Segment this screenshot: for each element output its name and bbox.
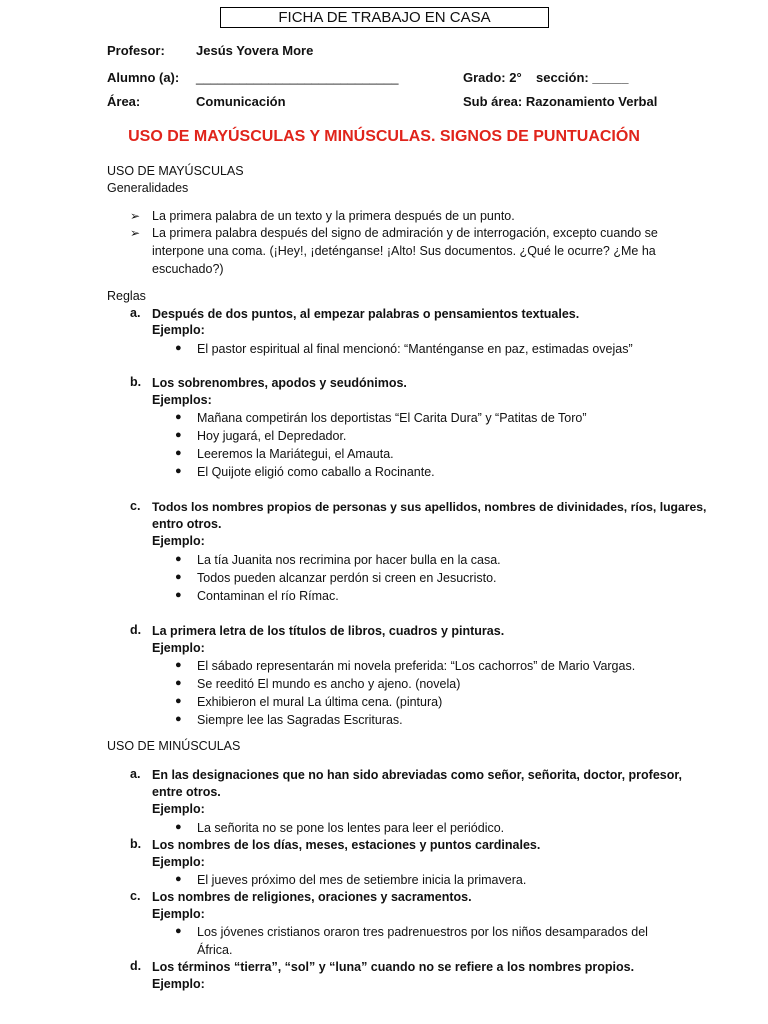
rule-text: La primera letra de los títulos de libros, cuadros y pinturas. [152, 624, 505, 638]
rule-letter: c. [130, 889, 141, 903]
rule-letter: c. [130, 499, 141, 513]
bullet-icon: ● [175, 553, 182, 565]
example-item: Contaminan el río Rímac. [197, 589, 339, 603]
example-item: La tía Juanita nos recrimina por hacer bulla en la casa. [197, 553, 501, 567]
example-label: Ejemplo: [152, 977, 205, 991]
rule-letter: d. [130, 623, 142, 637]
bullet-icon: ● [175, 677, 182, 689]
rule-letter: b. [130, 375, 142, 389]
rule-letter: a. [130, 767, 141, 781]
example-item: Los jóvenes cristianos oraron tres padrenuestros por los niños desamparados del [197, 925, 648, 939]
profesor-value: Jesús Yovera More [196, 43, 314, 58]
profesor-label: Profesor: [107, 43, 165, 58]
example-label: Ejemplo: [152, 641, 205, 655]
example-item: Exhibieron el mural La última cena. (pintura) [197, 695, 443, 709]
reglas-heading: Reglas [107, 289, 146, 303]
example-item-continued: África. [197, 943, 233, 957]
example-item: El pastor espiritual al final mencionó: “Manténganse en paz, estimadas ovejas” [197, 342, 633, 356]
rule-text: Después de dos puntos, al empezar palabras o pensamientos textuales. [152, 307, 580, 321]
mayusculas-heading: USO DE MAYÚSCULAS [107, 164, 244, 178]
example-label: Ejemplo: [152, 907, 205, 921]
rule-text: Los nombres de los días, meses, estaciones y puntos cardinales. [152, 838, 541, 852]
rule-text-continued: entre otros. [152, 785, 221, 799]
bullet-icon: ● [175, 925, 182, 937]
bullet-icon: ● [175, 659, 182, 671]
bullet-icon: ● [175, 571, 182, 583]
alumno-field[interactable]: ____________________________ [196, 70, 399, 85]
example-item: El Quijote eligió como caballo a Rocinante. [197, 465, 435, 479]
example-item: La señorita no se pone los lentes para leer el periódico. [197, 821, 505, 835]
bullet-icon: ● [175, 821, 182, 833]
example-label: Ejemplo: [152, 534, 205, 548]
example-item: Hoy jugará, el Depredador. [197, 429, 347, 443]
rule-text: Los nombres de religiones, oraciones y sacramentos. [152, 890, 472, 904]
subarea-label: Sub área: Razonamiento Verbal [463, 94, 658, 109]
rule-text: Los sobrenombres, apodos y seudónimos. [152, 376, 407, 390]
generalidad-item-continued: escuchado?) [152, 262, 224, 276]
example-item: Todos pueden alcanzar perdón si creen en Jesucristo. [197, 571, 497, 585]
area-value: Comunicación [196, 94, 286, 109]
example-item: Se reeditó El mundo es ancho y ajeno. (novela) [197, 677, 461, 691]
rule-text-continued: entro otros. [152, 517, 222, 531]
bullet-icon: ● [175, 695, 182, 707]
bullet-icon: ● [175, 342, 182, 354]
example-item: El sábado representarán mi novela preferida: “Los cachorros” de Mario Vargas. [197, 659, 636, 673]
example-item: Siempre lee las Sagradas Escrituras. [197, 713, 403, 727]
generalidades-heading: Generalidades [107, 181, 189, 195]
seccion-field[interactable]: sección: _____ [536, 70, 629, 85]
bullet-icon: ● [175, 465, 182, 477]
rule-letter: a. [130, 306, 141, 320]
rule-letter: d. [130, 959, 142, 973]
worksheet-title: FICHA DE TRABAJO EN CASA [220, 7, 549, 28]
alumno-label: Alumno (a): [107, 70, 180, 85]
bullet-icon: ● [175, 589, 182, 601]
bullet-icon: ● [175, 873, 182, 885]
example-label: Ejemplos: [152, 393, 212, 407]
example-label: Ejemplo: [152, 855, 205, 869]
example-item: Mañana competirán los deportistas “El Carita Dura” y “Patitas de Toro” [197, 411, 587, 425]
grado-label: Grado: 2° [463, 70, 522, 85]
generalidad-item: La primera palabra de un texto y la primera después de un punto. [152, 209, 515, 223]
bullet-icon: ● [175, 713, 182, 725]
example-label: Ejemplo: [152, 802, 205, 816]
rule-text: Todos los nombres propios de personas y sus apellidos, nombres de divinidades, ríos, lugares, [152, 500, 707, 514]
rule-text: Los términos “tierra”, “sol” y “luna” cuando no se refiere a los nombres propios. [152, 960, 635, 974]
rule-letter: b. [130, 837, 142, 851]
example-item: El jueves próximo del mes de setiembre inicia la primavera. [197, 873, 527, 887]
arrow-bullet-icon: ➢ [130, 226, 141, 240]
example-item: Leeremos la Mariátegui, el Amauta. [197, 447, 394, 461]
bullet-icon: ● [175, 447, 182, 459]
area-label: Área: [107, 94, 141, 109]
bullet-icon: ● [175, 411, 182, 423]
bullet-icon: ● [175, 429, 182, 441]
generalidad-item: La primera palabra después del signo de admiración y de interrogación, excepto cuando se [152, 226, 658, 240]
example-label: Ejemplo: [152, 323, 205, 337]
rule-text: En las designaciones que no han sido abreviadas como señor, señorita, doctor, profesor, [152, 768, 683, 782]
minusculas-heading: USO DE MINÚSCULAS [107, 739, 241, 753]
generalidad-item-continued: interpone una coma. (¡Hey!, ¡deténganse! ¡Alto! Sus documentos. ¿Qué le ocurre? ¿Me ha [152, 244, 656, 258]
arrow-bullet-icon: ➢ [130, 209, 141, 223]
main-title: USO DE MAYÚSCULAS Y MINÚSCULAS. SIGNOS DE PUNTUACIÓN [128, 128, 640, 145]
